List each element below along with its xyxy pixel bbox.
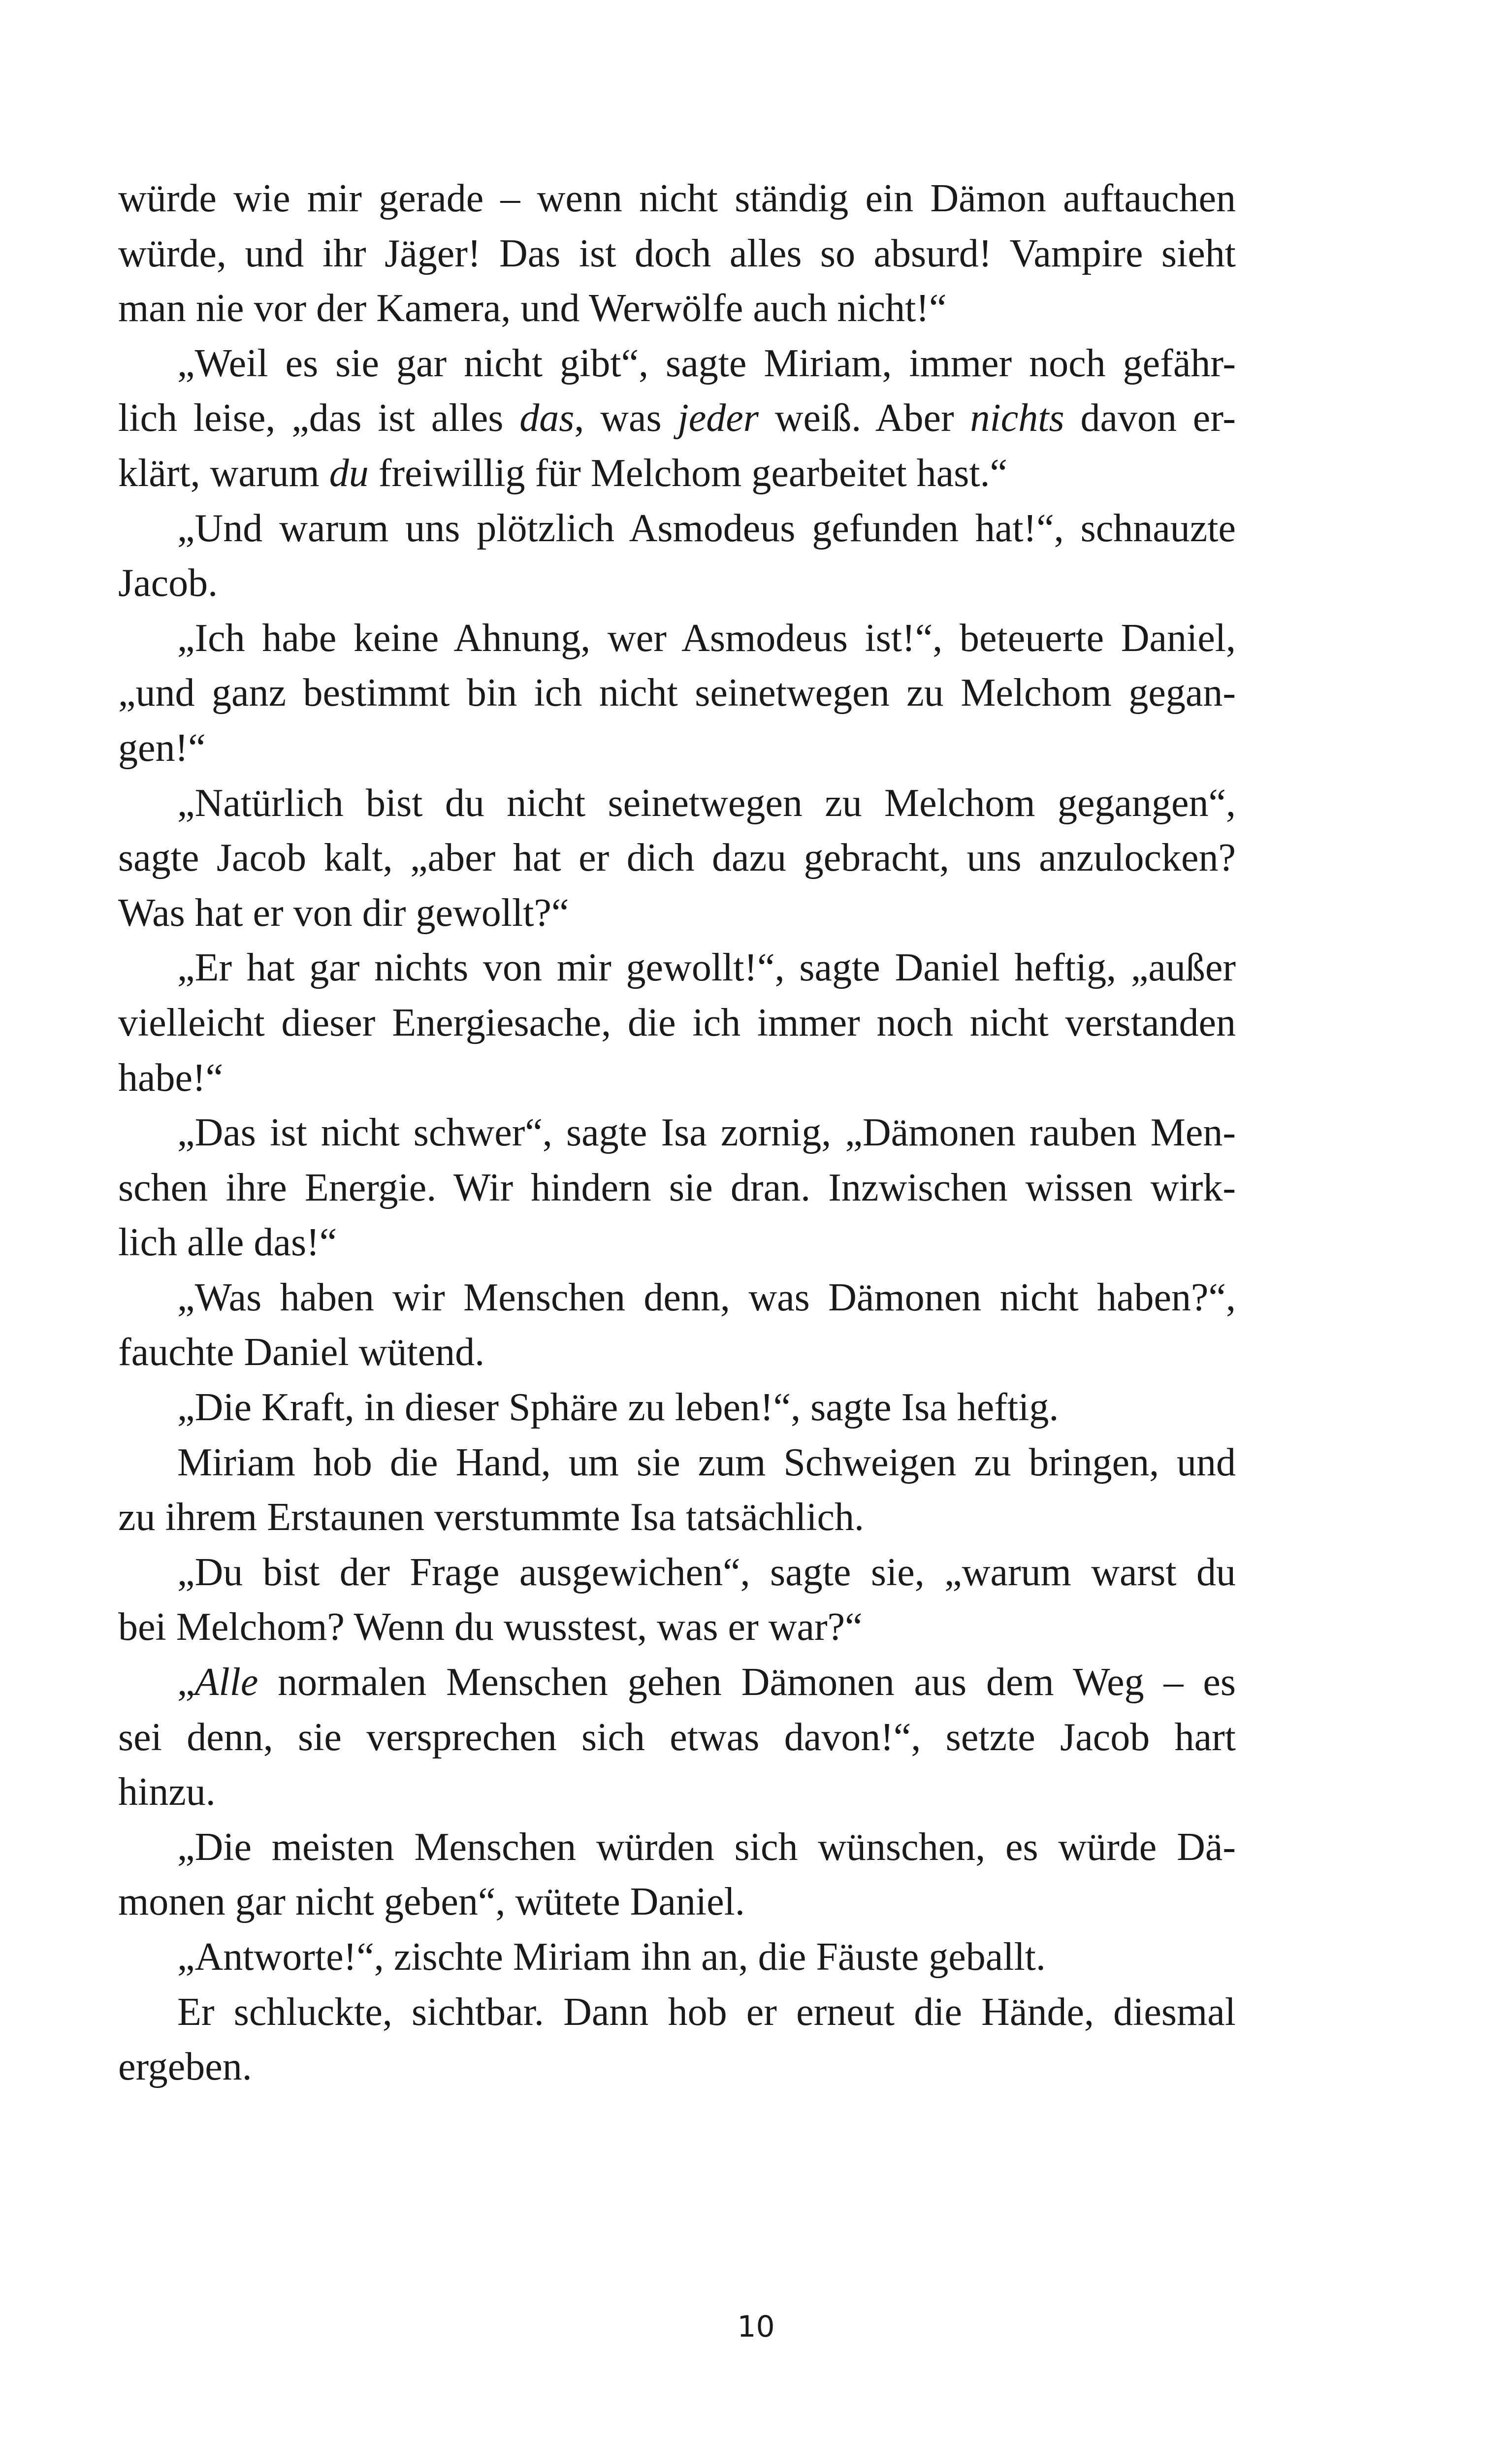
text-segment: „Die Kraft, in dieser Sphäre zu leben!“, sagte Isa heftig. — [177, 1386, 1059, 1430]
text-segment: „Natürlich bist du nicht seinetwegen zu Melchom gegangen“, — [177, 781, 1236, 825]
text-line — [118, 1106, 1236, 1161]
text-line — [118, 1930, 1236, 1985]
body-text — [118, 171, 1236, 2095]
text-segment: lich alle das!“ — [118, 1221, 337, 1265]
text-line — [118, 391, 1236, 446]
italic-text: nichts — [970, 396, 1064, 440]
text-line — [118, 227, 1236, 282]
text-segment: „ — [177, 1661, 195, 1704]
text-segment: Was hat er von dir gewollt?“ — [118, 891, 569, 935]
text-segment: „Und warum uns plötzlich Asmodeus gefunden hat!“, schnauzte — [177, 506, 1236, 550]
text-segment: „Was haben wir Menschen denn, was Dämonen nicht haben?“, — [177, 1275, 1236, 1319]
text-line — [118, 1985, 1236, 2040]
text-segment: „Antworte!“, zischte Miriam ihn an, die Fäuste geballt. — [177, 1935, 1046, 1979]
italic-text: Alle — [194, 1661, 258, 1704]
text-segment: Miriam hob die Hand, um sie zum Schweigen zu bringen, und — [177, 1440, 1236, 1484]
text-line — [118, 556, 1236, 611]
text-line — [118, 1380, 1236, 1435]
text-segment: Er schluckte, sichtbar. Dann hob er erneut die Hände, diesmal — [177, 1990, 1236, 2034]
text-segment: schen ihre Energie. Wir hindern sie dran. Inzwischen wissen wirk- — [118, 1166, 1236, 1209]
text-line — [118, 1765, 1236, 1820]
text-line — [118, 1325, 1236, 1380]
text-segment: habe!“ — [118, 1056, 224, 1100]
text-segment: „Er hat gar nichts von mir gewollt!“, sagte Daniel heftig, „außer — [177, 946, 1236, 990]
text-segment: „Ich habe keine Ahnung, wer Asmodeus ist!“, beteuerte Daniel, — [177, 616, 1236, 660]
text-line — [118, 446, 1236, 501]
text-segment: „und ganz bestimmt bin ich nicht seinetwegen zu Melchom gegan- — [118, 671, 1236, 715]
italic-text: jeder — [677, 396, 759, 440]
text-segment: zu ihrem Erstaunen verstummte Isa tatsächlich. — [118, 1496, 865, 1539]
text-line — [118, 886, 1236, 941]
text-segment: klärt, warum — [118, 451, 329, 495]
text-segment: würde, und ihr Jäger! Das ist doch alles so absurd! Vampire sieht — [118, 231, 1236, 275]
text-line — [118, 171, 1236, 227]
text-segment: „Weil es sie gar nicht gibt“, sagte Miriam, immer noch gefähr- — [177, 341, 1236, 385]
text-segment: „Die meisten Menschen würden sich wünschen, es würde Dä- — [177, 1825, 1236, 1869]
text-line — [118, 721, 1236, 776]
text-segment: freiwillig für Melchom gearbeitet hast.“ — [368, 451, 1008, 495]
text-segment: monen gar nicht geben“, wütete Daniel. — [118, 1880, 745, 1924]
text-line — [118, 1270, 1236, 1326]
text-segment: fauchte Daniel wütend. — [118, 1331, 485, 1374]
text-line — [118, 611, 1236, 666]
text-segment: würde wie mir gerade – wenn nicht ständig ein Dämon auftauchen — [118, 177, 1236, 220]
text-line — [118, 1435, 1236, 1491]
text-line — [118, 1051, 1236, 1106]
text-line — [118, 1545, 1236, 1600]
text-line — [118, 941, 1236, 996]
text-line — [118, 1600, 1236, 1655]
text-line — [118, 1875, 1236, 1930]
text-segment: hinzu. — [118, 1770, 216, 1814]
text-line — [118, 336, 1236, 391]
text-segment: man nie vor der Kamera, und Werwölfe auch nicht!“ — [118, 287, 947, 330]
text-line — [118, 1820, 1236, 1875]
text-segment: weiß. Aber — [758, 396, 970, 440]
text-segment: „Das ist nicht schwer“, sagte Isa zornig, „Dämonen rauben Men- — [177, 1111, 1236, 1155]
text-segment: bei Melchom? Wenn du wusstest, was er war?“ — [118, 1605, 863, 1649]
text-segment: , was — [574, 396, 678, 440]
text-line — [118, 281, 1236, 336]
text-segment: lich leise, „das ist alles — [118, 396, 520, 440]
text-line — [118, 776, 1236, 831]
italic-text: das — [519, 396, 575, 440]
text-line — [118, 2040, 1236, 2095]
italic-text: du — [329, 451, 369, 495]
text-segment: normalen Menschen gehen Dämonen aus dem Weg – es — [258, 1661, 1236, 1704]
text-segment: sei denn, sie versprechen sich etwas davon!“, setzte Jacob hart — [118, 1715, 1236, 1759]
text-line — [118, 1490, 1236, 1545]
text-line — [118, 1655, 1236, 1710]
text-line — [118, 501, 1236, 556]
text-line — [118, 1215, 1236, 1270]
text-segment: gen!“ — [118, 726, 206, 770]
text-segment: Jacob. — [118, 561, 218, 605]
text-segment: vielleicht dieser Energiesache, die ich immer noch nicht verstanden — [118, 1001, 1236, 1044]
text-segment: ergeben. — [118, 2045, 252, 2089]
text-line — [118, 1710, 1236, 1765]
text-segment: „Du bist der Frage ausgewichen“, sagte sie, „warum warst du — [177, 1550, 1236, 1594]
text-line — [118, 666, 1236, 721]
page-number: 10 — [737, 2310, 775, 2344]
text-line — [118, 996, 1236, 1051]
text-segment: davon er- — [1064, 396, 1236, 440]
text-line — [118, 1161, 1236, 1216]
text-line — [118, 831, 1236, 886]
text-segment: sagte Jacob kalt, „aber hat er dich dazu gebracht, uns anzulocken? — [118, 836, 1236, 880]
